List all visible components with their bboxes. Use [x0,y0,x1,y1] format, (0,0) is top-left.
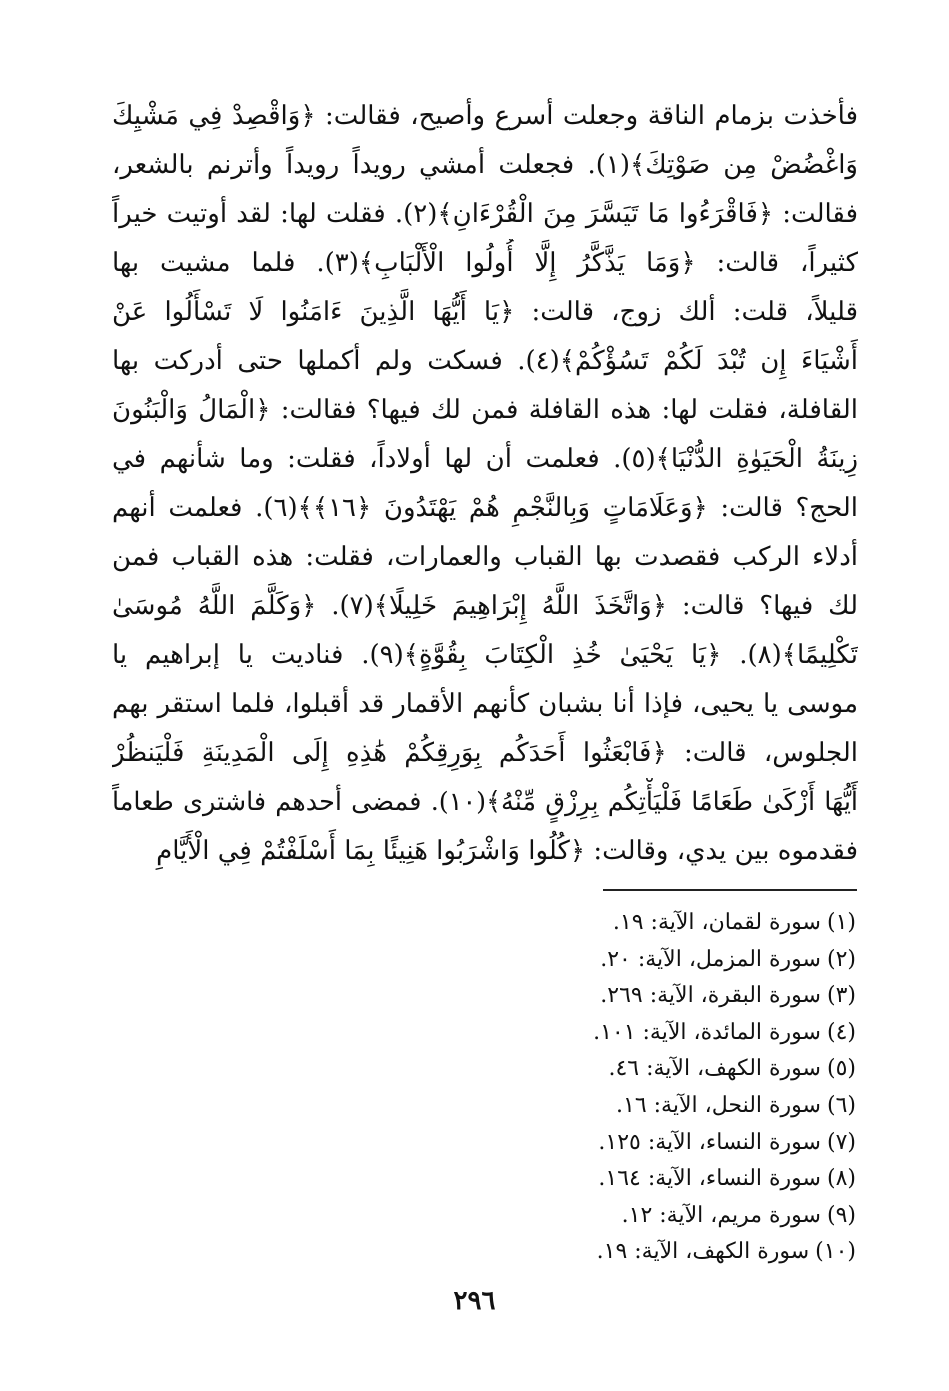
footnote-item [456,905,856,942]
footnote-number: (٨) [826,1166,856,1192]
body-line: أَيُّهَا أَزْكَىٰ طَعَامًا فَلْيَأْتِكُم بِرِزْقٍ مِّنْهُ﴾(١٠). فمضى أحدهم فاشترى طعاماً [112,787,858,817]
body-line: الحج؟ قالت: ﴿وَعَلَامَاتٍ وَبِالنَّجْمِ هُمْ يَهْتَدُونَ ﴿١٦﴾﴾(٦). فعلمت أنهم [112,493,858,523]
body-line: لك فيها؟ قالت: ﴿وَاتَّخَذَ اللَّهُ إِبْرَاهِيمَ خَلِيلًا﴾(٧). ﴿وَكَلَّمَ اللَّهُ مُوسَىٰ [112,591,858,621]
body-line: أدلاء الركب فقصدت بها القباب والعمارات، فقلت: هذه القباب فمن [112,542,858,572]
footnote-item [456,942,856,979]
footnote-number: (٧) [826,1129,856,1155]
body-line: قليلاً، قلت: ألك زوج، قالت: ﴿يَا أَيُّهَا الَّذِينَ ءَامَنُوا لَا تَسْأَلُوا عَنْ [112,297,858,327]
body-line: زِينَةُ الْحَيَوٰةِ الدُّنْيَا﴾(٥). فعلمت أن لها أولاداً، فقلت: وما شأنهم في [112,444,858,474]
footnote-text: سورة لقمان، الآية: ١٩. [612,910,821,935]
footnote-number: (١) [826,910,856,935]
body-line: القافلة، فقلت لها: هذه القافلة فمن لك فيها؟ فقالت: ﴿الْمَالُ وَالْبَنُونَ [112,395,858,425]
footnote-text: سورة المزمل، الآية: ٢٠. [600,946,821,972]
body-line: موسى يا يحيى، فإذا أنا بشبان كأنهم الأقمار قد أقبلوا، فلما استقر بهم [112,689,858,719]
footnote-number: (١٠) [815,1239,856,1265]
body-line: فقدموه بين يدي، وقالت: ﴿كُلُوا وَاشْرَبُوا هَنِيئًا بِمَا أَسْلَفْتُمْ فِي الْأَيَّامِ [156,836,858,866]
footnote-text: سورة الكهف، الآية: ١٩. [596,1239,810,1265]
footnote-number: (٤) [826,1019,856,1045]
footnote-text: سورة النحل، الآية: ١٦. [616,1092,821,1118]
footnote-item [456,1198,856,1235]
footnote-text: سورة المائدة، الآية: ١٠١. [593,1019,821,1045]
footnote-item [456,1088,856,1125]
footnote-item [456,1161,856,1198]
body-line: فأخذت بزمام الناقة وجعلت أسرع وأصيح، فقالت: ﴿وَاقْصِدْ فِي مَشْيِكَ [112,101,858,131]
body-line: تَكْلِيمًا﴾(٨). ﴿يَا يَحْيَىٰ خُذِ الْكِتَابَ بِقُوَّةٍ﴾(٩). فناديت يا إبراهيم يا [112,640,858,670]
body-line: وَاغْضُضْ مِن صَوْتِكَ﴾(١). فجعلت أمشي رويداً رويداً وأترنم بالشعر، [112,150,858,180]
footnote-text: سورة الكهف، الآية: ٤٦. [608,1056,821,1082]
footnote-number: (٩) [826,1202,856,1228]
footnote-text: سورة النساء، الآية: ١٦٤. [598,1166,821,1192]
body-text [112,92,858,876]
footnotes [456,905,856,1271]
footnote-number: (٦) [826,1092,856,1118]
footnote-text: سورة البقرة، الآية: ٢٦٩. [600,983,821,1009]
footnote-item [456,1051,856,1088]
footnote-number: (٢) [826,946,856,972]
body-line: أَشْيَاءَ إِن تُبْدَ لَكُمْ تَسُؤْكُمْ﴾(٤). فسكت ولم أكملها حتى أدركت بها [112,346,858,376]
body-line: كثيراً، قالت: ﴿وَمَا يَذَّكَّرُ إِلَّا أُولُوا الْأَلْبَابِ﴾(٣). فلما مشيت بها [112,248,858,278]
page-number: ٢٩٦ [453,1286,496,1316]
footnote-text: سورة النساء، الآية: ١٢٥. [598,1129,821,1155]
footnote-item [456,1234,856,1271]
footnote-text: سورة مريم، الآية: ١٢. [621,1202,821,1228]
footnote-item [456,1125,856,1162]
body-line: فقالت: ﴿فَاقْرَءُوا مَا تَيَسَّرَ مِنَ الْقُرْءَانِ﴾(٢). فقلت لها: لقد أوتيت خيراً [112,199,858,229]
body-line: الجلوس، قالت: ﴿فَابْعَثُوا أَحَدَكُم بِوَرِقِكُمْ هَٰذِهِ إِلَى الْمَدِينَةِ فَلْيَنظُرْ [112,738,858,768]
footnote-item [456,978,856,1015]
footnote-number: (٥) [826,1056,856,1082]
footnote-item [456,1015,856,1052]
footnote-separator [603,889,857,891]
footnote-number: (٣) [826,983,856,1009]
